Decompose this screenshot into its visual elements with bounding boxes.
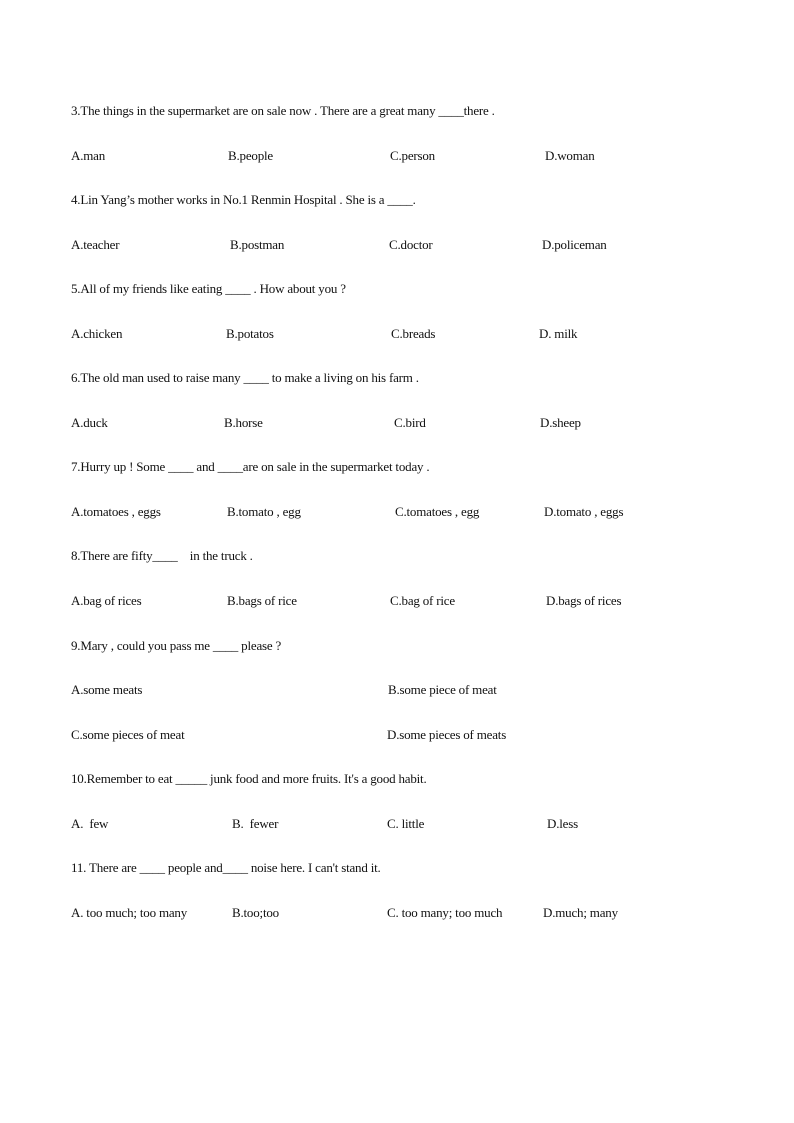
question-11-option-a: A. too much; too many xyxy=(71,905,188,920)
question-7-option-a: A.tomatoes , eggs xyxy=(71,504,161,519)
question-6-option-d: D.sheep xyxy=(540,415,581,430)
question-6-option-a: A.duck xyxy=(71,415,108,430)
question-8-stem: 8.There are fifty____ in the truck . xyxy=(71,548,253,563)
question-3-stem: 3.The things in the supermarket are on sale now . There are a great many ____there . xyxy=(71,103,495,118)
question-9-option-a: A.some meats xyxy=(71,682,143,697)
question-8-option-b: B.bags of rice xyxy=(227,593,297,608)
question-10-stem: 10.Remember to eat _____ junk food and more fruits. It's a good habit. xyxy=(71,771,427,786)
question-10-option-d: D.less xyxy=(547,816,578,831)
question-9-option-d: D.some pieces of meats xyxy=(387,727,507,742)
question-3-option-d: D.woman xyxy=(545,148,595,163)
question-6-option-b: B.horse xyxy=(224,415,263,430)
question-6-stem: 6.The old man used to raise many ____ to make a living on his farm . xyxy=(71,370,419,385)
question-6-option-c: C.bird xyxy=(394,415,426,430)
question-8-option-a: A.bag of rices xyxy=(71,593,142,608)
question-5-stem: 5.All of my friends like eating ____ . How about you ? xyxy=(71,281,346,296)
question-10-option-c: C. little xyxy=(387,816,425,831)
question-7-option-b: B.tomato , egg xyxy=(227,504,301,519)
question-4-option-d: D.policeman xyxy=(542,237,607,252)
question-4-option-b: B.postman xyxy=(230,237,285,252)
question-10-option-a: A. few xyxy=(71,816,109,831)
question-5-option-a: A.chicken xyxy=(71,326,123,341)
question-3-option-b: B.people xyxy=(228,148,273,163)
question-5-option-c: C.breads xyxy=(391,326,436,341)
question-7-option-c: C.tomatoes , egg xyxy=(395,504,480,519)
question-9-stem: 9.Mary , could you pass me ____ please ? xyxy=(71,638,282,653)
question-11-stem: 11. There are ____ people and____ noise here. I can't stand it. xyxy=(71,860,381,875)
question-3-option-c: C.person xyxy=(390,148,435,163)
question-4-stem: 4.Lin Yang’s mother works in No.1 Renmin Hospital . She is a ____. xyxy=(71,192,416,207)
question-3-option-a: A.man xyxy=(71,148,106,163)
question-11-option-d: D.much; many xyxy=(543,905,618,920)
question-9-option-c: C.some pieces of meat xyxy=(71,727,185,742)
question-4-option-c: C.doctor xyxy=(389,237,433,252)
question-4-option-a: A.teacher xyxy=(71,237,120,252)
question-7-option-d: D.tomato , eggs xyxy=(544,504,624,519)
question-8-option-c: C.bag of rice xyxy=(390,593,455,608)
question-9-option-b: B.some piece of meat xyxy=(388,682,497,697)
question-11-option-c: C. too many; too much xyxy=(387,905,503,920)
question-5-option-b: B.potatos xyxy=(226,326,274,341)
question-10-option-b: B. fewer xyxy=(232,816,279,831)
question-5-option-d: D. milk xyxy=(539,326,578,341)
question-7-stem: 7.Hurry up ! Some ____ and ____are on sale in the supermarket today . xyxy=(71,459,430,474)
question-11-option-b: B.too;too xyxy=(232,905,279,920)
question-8-option-d: D.bags of rices xyxy=(546,593,622,608)
